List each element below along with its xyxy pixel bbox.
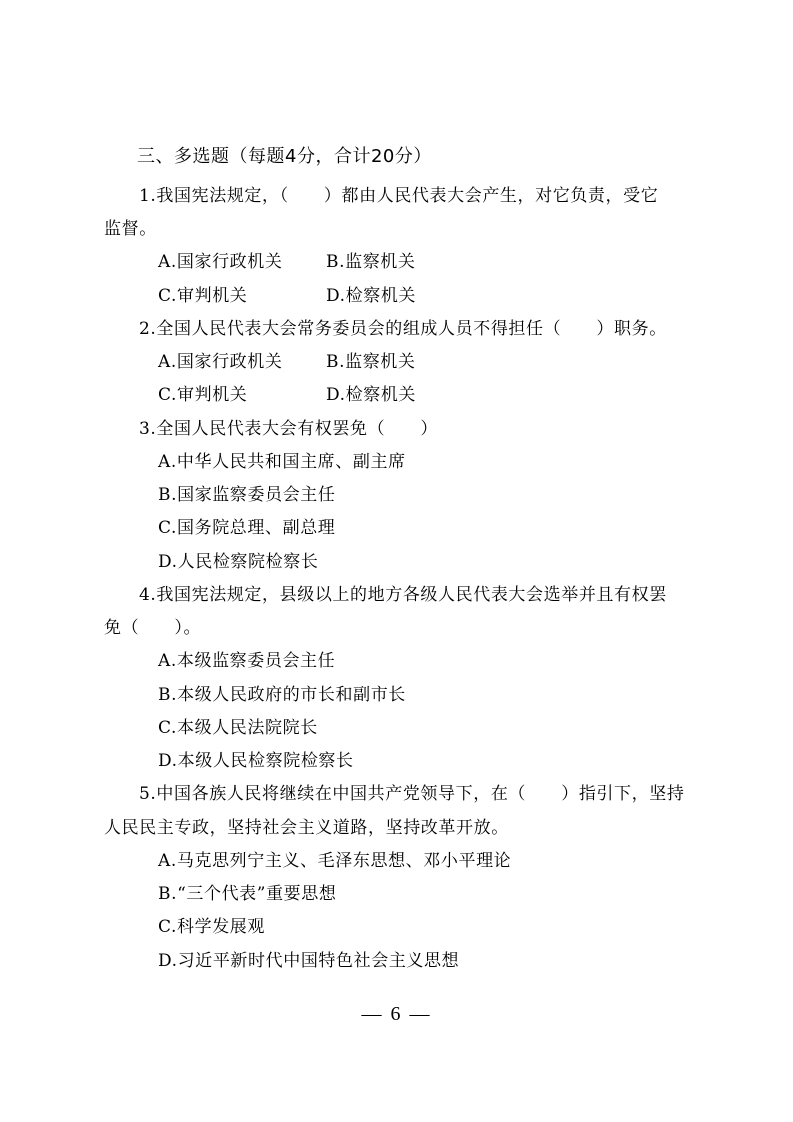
question-1-stem-continued: 监督。: [104, 219, 157, 239]
question-4-option-c: C.本级人民法院院长: [158, 718, 318, 738]
question-1-option-b: B.监察机关: [326, 252, 416, 272]
question-1-option-a: A.国家行政机关: [158, 252, 283, 272]
question-2-option-d: D.检察机关: [326, 385, 417, 405]
question-2-option-a: A.国家行政机关: [158, 352, 283, 372]
question-5-stem-continued: 人民民主专政，坚持社会主义道路，坚持改革开放。: [104, 818, 509, 838]
question-5-stem: 5.中国各族人民将继续在中国共产党领导下，在（ ）指引下，坚持: [139, 784, 685, 804]
question-3-option-c: C.国务院总理、副总理: [158, 518, 336, 538]
question-5-option-c: C.科学发展观: [158, 917, 266, 937]
page-number: — 6 —: [361, 1003, 432, 1025]
question-1-option-d: D.检察机关: [326, 286, 417, 306]
question-5-option-b: B.“三个代表”重要思想: [158, 884, 337, 904]
question-3-option-b: B.国家监察委员会主任: [158, 485, 336, 505]
question-3-option-a: A.中华人民共和国主席、副主席: [158, 452, 406, 472]
question-4-option-a: A.本级监察委员会主任: [158, 651, 336, 671]
question-1-option-c: C.审判机关: [158, 286, 248, 306]
question-4-option-d: D.本级人民检察院检察长: [158, 751, 354, 771]
question-2-stem: 2.全国人民代表大会常务委员会的组成人员不得担任（ ）职务。: [139, 319, 667, 339]
question-2-option-c: C.审判机关: [158, 385, 248, 405]
question-1-stem: 1.我国宪法规定，（ ）都由人民代表大会产生，对它负责，受它: [139, 186, 659, 206]
question-4-stem: 4.我国宪法规定，县级以上的地方各级人民代表大会选举并且有权罢: [139, 585, 667, 605]
section-heading: 三、多选题（每题4分，合计20分）: [137, 146, 432, 167]
question-4-option-b: B.本级人民政府的市长和副市长: [158, 685, 406, 705]
question-4-stem-continued: 免（ ）。: [104, 618, 202, 638]
question-5-option-a: A.马克思列宁主义、毛泽东思想、邓小平理论: [158, 851, 512, 871]
question-3-stem: 3.全国人民代表大会有权罢免（ ）: [139, 419, 439, 439]
question-2-option-b: B.监察机关: [326, 352, 416, 372]
question-3-option-d: D.人民检察院检察长: [158, 552, 319, 572]
question-5-option-d: D.习近平新时代中国特色社会主义思想: [158, 951, 460, 971]
